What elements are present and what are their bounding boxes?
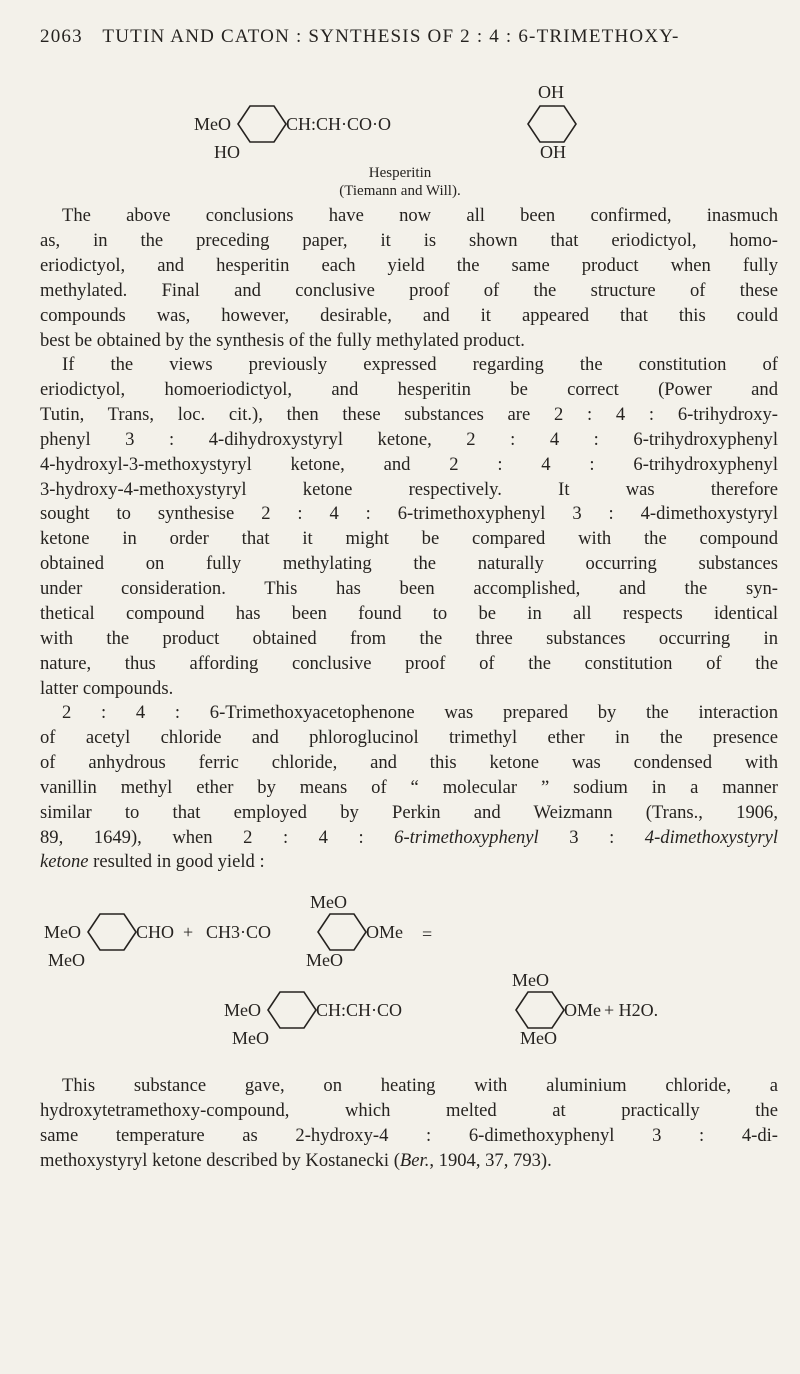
text-run: , 1904, 37, 793).: [429, 1149, 552, 1171]
equals-sign: =: [422, 924, 433, 944]
text-line: compounds was, however, desirable, and it appeared that this could: [40, 304, 778, 326]
text-line: latter compounds.: [40, 677, 174, 699]
text-line: eriodictyol, homoeriodictyol, and hesperitin be correct (Power and: [40, 378, 778, 400]
reactant2-ome: OMe: [366, 922, 403, 942]
hesperitin-name: Hesperitin: [368, 165, 432, 181]
water-byproduct: + H2O.: [604, 1000, 659, 1020]
reactant1-bottom-meo: MeO: [48, 950, 85, 970]
compound-name-italic: 6-trimethoxyphenyl: [394, 826, 539, 848]
reactant1-cho: CHO: [136, 922, 175, 942]
text-line: eriodictyol, and hesperitin each yield the same product when fully: [40, 254, 778, 276]
hesperitin-top-oh: OH: [538, 82, 564, 102]
reactant1-ring: [88, 914, 136, 950]
text-line: [40, 850, 778, 875]
text-line: sought to synthesise 2 : 4 : 6-trimethoxyphenyl 3 : 4-dimethoxystyryl: [40, 503, 778, 525]
text-line: [40, 1149, 778, 1174]
hesperitin-bottom-oh: OH: [540, 142, 566, 162]
text-line: same temperature as 2-hydroxy-4 : 6-dimethoxyphenyl 3 : 4-di-: [40, 1124, 778, 1146]
compound-name-italic: 4-dimethoxystyryl: [644, 826, 778, 848]
paragraph-4: [40, 1074, 778, 1174]
text-line: as, in the preceding paper, it is shown that eriodictyol, homo-: [40, 229, 778, 251]
text-line: nature, thus affording conclusive proof of the constitution of the: [40, 652, 778, 674]
journal-abbrev-italic: Ber.: [399, 1149, 430, 1171]
text-line: similar to that employed by Perkin and Weizmann (Trans., 1906,: [40, 801, 778, 823]
text-line: obtained on fully methylating the naturally occurring substances: [40, 553, 778, 575]
text-line: ketone in order that it might be compared with the compound: [40, 528, 778, 550]
reactant1-meo: MeO: [44, 922, 81, 942]
product-ring-left: [268, 992, 316, 1028]
text-run: methoxystyryl ketone described by Kostanecki (: [40, 1149, 400, 1171]
paragraph-1: [40, 204, 778, 353]
text-line: vanillin methyl ether by means of “ molecular ” sodium in a manner: [40, 776, 778, 798]
hesperitin-ho: HO: [214, 142, 240, 162]
text-line: hydroxytetramethoxy-compound, which melted at practically the: [40, 1099, 778, 1121]
text-line: 2 : 4 : 6-Trimethoxyacetophenone was prepared by the interaction: [62, 702, 778, 723]
hesperitin-linker: CH:CH·CO·O: [286, 114, 392, 134]
product-linker: CH:CH·CO: [316, 1000, 403, 1020]
text-line: phenyl 3 : 4-dihydroxystyryl ketone, 2 : 4 : 6-trihydroxyphenyl: [40, 428, 778, 450]
text-line: The above conclusions have now all been confirmed, inasmuch: [62, 205, 778, 226]
text-run: 3 :: [538, 826, 645, 848]
product-bottom-right-meo: MeO: [520, 1028, 557, 1048]
text-line: under consideration. This has been accomplished, and the syn-: [40, 578, 778, 600]
text-line: thetical compound has been found to be in all respects identical: [40, 603, 778, 625]
text-line: methylated. Final and conclusive proof of the structure of these: [40, 279, 778, 301]
product-top-meo: MeO: [512, 970, 549, 990]
text-line: Tutin, Trans, loc. cit.), then these substances are 2 : 4 : 6-trihydroxy-: [40, 403, 778, 425]
text-line: of acetyl chloride and phloroglucinol trimethyl ether in the presence: [40, 726, 778, 748]
paragraph-2: [40, 353, 778, 702]
text-run: 89, 1649), when 2 : 4 :: [40, 826, 395, 848]
text-line: with the product obtained from the three substances occurring in: [40, 627, 778, 649]
text-line: 4-hydroxyl-3-methoxystyryl ketone, and 2 : 4 : 6-trihydroxyphenyl: [40, 453, 778, 475]
product-ring-right: [516, 992, 564, 1028]
running-head: [40, 26, 800, 48]
hesperitin-ring-right: [528, 106, 576, 142]
compound-name-italic: ketone: [40, 851, 89, 873]
reaction-scheme: [0, 880, 800, 1048]
text-line: best be obtained by the synthesis of the fully methylated product.: [40, 329, 525, 351]
reactant2-prefix: CH3·CO: [206, 922, 272, 942]
reactant2-top-meo: MeO: [310, 892, 347, 912]
text-line: This substance gave, on heating with aluminium chloride, a: [62, 1075, 778, 1096]
paragraph-3: [40, 701, 778, 875]
hesperitin-meo: MeO: [194, 114, 231, 134]
plus-sign: +: [183, 922, 194, 942]
product-bottom-left-meo: MeO: [232, 1028, 269, 1048]
text-line: of anhydrous ferric chloride, and this ketone was condensed with: [40, 751, 778, 773]
page-number: 2063: [40, 26, 83, 47]
text-line: If the views previously expressed regarding the constitution of: [62, 354, 778, 375]
product-ome: OMe: [564, 1000, 601, 1020]
text-run: resulted in good yield :: [88, 851, 265, 873]
hesperitin-caption: [200, 164, 600, 200]
reactant2-bottom-meo: MeO: [306, 950, 343, 970]
text-line: [40, 826, 778, 851]
running-head-title: TUTIN AND CATON : SYNTHESIS OF 2 : 4 : 6-TRIMETHOXY-: [102, 26, 680, 47]
hesperitin-source: (Tiemann and Will).: [339, 183, 461, 199]
text-line: 3-hydroxy-4-methoxystyryl ketone respectively. It was therefore: [40, 478, 778, 500]
hesperitin-ring-left: [238, 106, 286, 142]
product-left-meo: MeO: [224, 1000, 261, 1020]
reactant2-ring: [318, 914, 366, 950]
